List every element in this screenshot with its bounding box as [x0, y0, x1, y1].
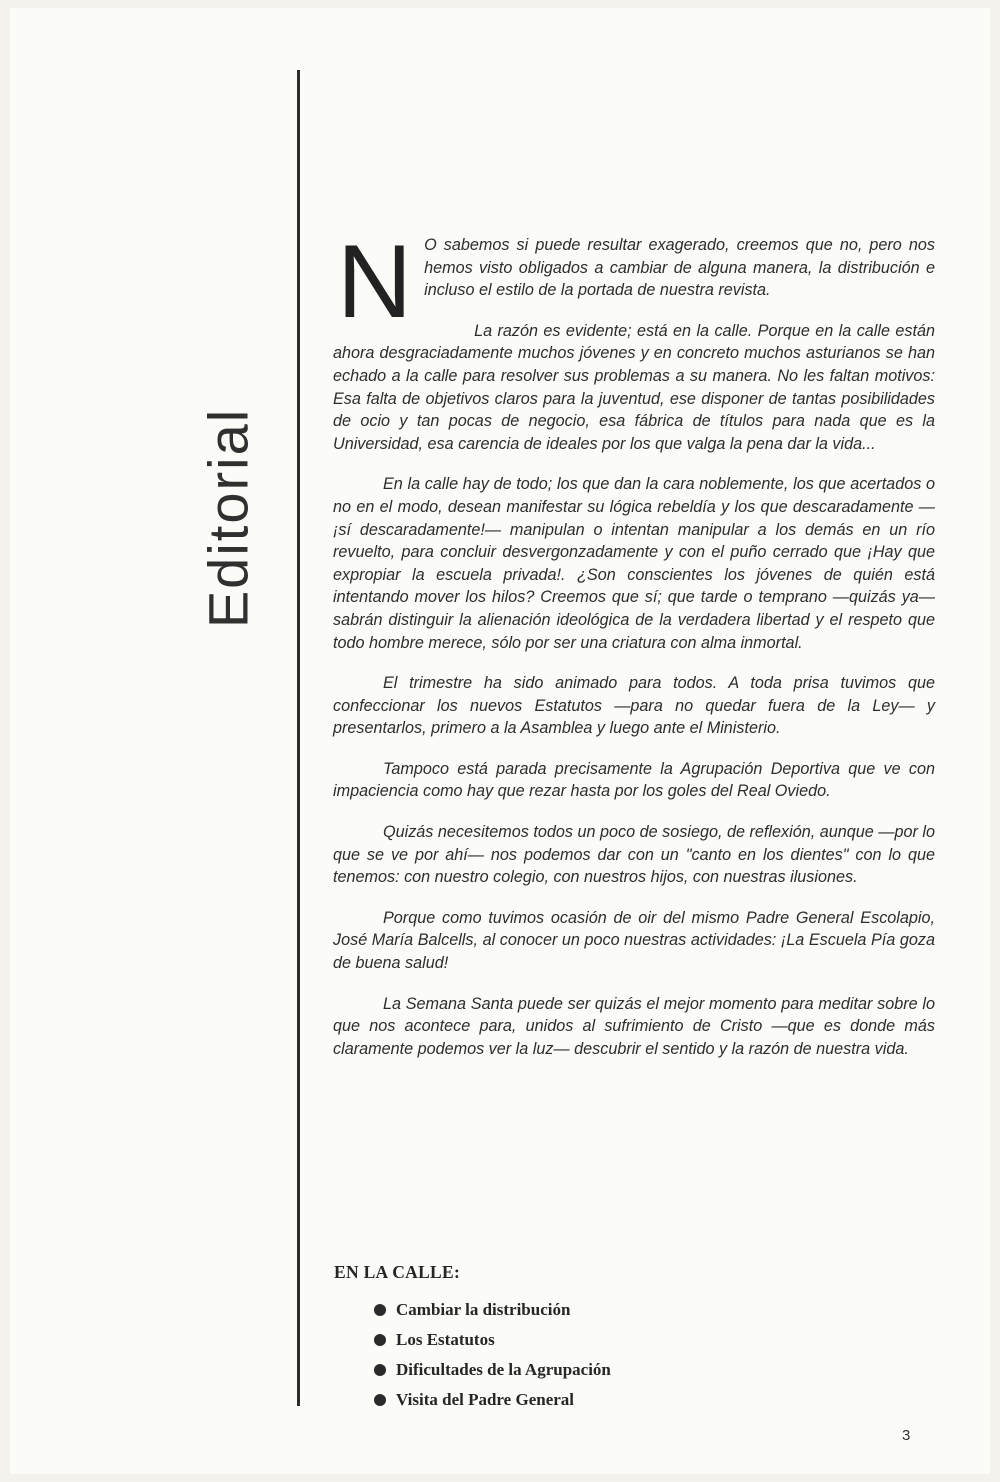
bullet-icon — [374, 1364, 386, 1376]
article-paragraph-8: La Semana Santa puede ser quizás el mejor momento para meditar sobre lo que nos acontece para, unidos al sufrimiento de Cristo —que es donde más claramente podemos ver la luz— descubrir el sentido y la razón de nuestra vida. — [333, 994, 935, 1058]
vertical-rule — [297, 70, 300, 1406]
article-paragraph-4: El trimestre ha sido animado para todos. A toda prisa tuvimos que confeccionar los nuevos Estatutos —para no quedar fuera de la Ley— y presentarlos, primero a la Asamblea y luego ante el Ministerio. — [333, 674, 935, 738]
list-item — [374, 1355, 734, 1385]
list-item-text: Los Estatutos — [396, 1330, 495, 1349]
list-item — [374, 1325, 734, 1355]
list-item-text: Dificultades de la Agrupación — [396, 1360, 611, 1379]
summary-list — [334, 1295, 734, 1415]
article-paragraph-1 — [333, 224, 935, 340]
article-paragraph-6: Quizás necesitemos todos un poco de sosiego, de reflexión, aunque —por lo que se ve por ahí— nos podemos dar con un "canto en los dientes" con lo que tenemos: con nuestro colegio, con nuestros hijos, con nuestras ilusiones. — [333, 823, 935, 887]
article-paragraph-3: En la calle hay de todo; los que dan la cara noblemente, los que acertados o no en el modo, desean manifestar su lógica rebeldía y los que descaradamente —¡sí descaradamente!— manipulan o intentan manipular a los demás en un río revuelto, para concluir desvergonzadamente y con el puño cerrado que ¡Hay que expropiar la escuela privada!. ¿Son conscientes los jóvenes de quién está intentando mover los hilos? Creemos que sí; que tarde o temprano —quizás ya— sabrán distinguir la alienación ideológica de la verdadera libertad y el respeto que todo hombre merece, sólo por ser una criatura con alma inmortal. — [333, 475, 935, 652]
summary-box — [334, 1262, 734, 1415]
summary-title: EN LA CALLE: — [334, 1262, 461, 1282]
article-paragraph-5: Tampoco está parada precisamente la Agrupación Deportiva que ve con impaciencia como hay que rezar hasta por los goles del Real Oviedo. — [333, 759, 935, 801]
paragraph-text: O sabemos si puede resultar exagerado, creemos que no, pero nos hemos visto obligados a cambiar de alguna manera, la distribución e incluso el estilo de la portada de nuestra revista. — [424, 236, 935, 300]
article-paragraph-7: Porque como tuvimos ocasión de oir del mismo Padre General Escolapio, José María Balcells, al conocer un poco nuestras actividades: ¡La Escuela Pía goza de buena salud! — [333, 908, 935, 973]
editorial-article — [333, 224, 935, 1078]
list-item-text: Visita del Padre General — [396, 1390, 575, 1409]
drop-cap: N — [337, 224, 413, 340]
bullet-icon — [374, 1394, 386, 1406]
article-paragraph-2: La razón es evidente; está en la calle. Porque en la calle están ahora desgraciadamente muchos jóvenes y en concreto muchos asturianos se han echado a la calle para resolver sus problemas a su manera. No les faltan motivos: Esa falta de objetivos claros para la juventud, ese disponer de tantas posibilidades de ocio y tan pocas de negocio, esa fábrica de títulos para nada que es la Universidad, esa carencia de ideales por los que valga la pena dar la vida... — [333, 321, 935, 453]
bullet-icon — [374, 1304, 386, 1316]
list-item — [374, 1295, 734, 1325]
list-item — [374, 1385, 734, 1415]
section-title-text: Editorial — [196, 407, 260, 629]
page-number: 3 — [902, 1427, 911, 1444]
list-item-text: Cambiar la distribución — [396, 1300, 571, 1319]
bullet-icon — [374, 1334, 386, 1346]
